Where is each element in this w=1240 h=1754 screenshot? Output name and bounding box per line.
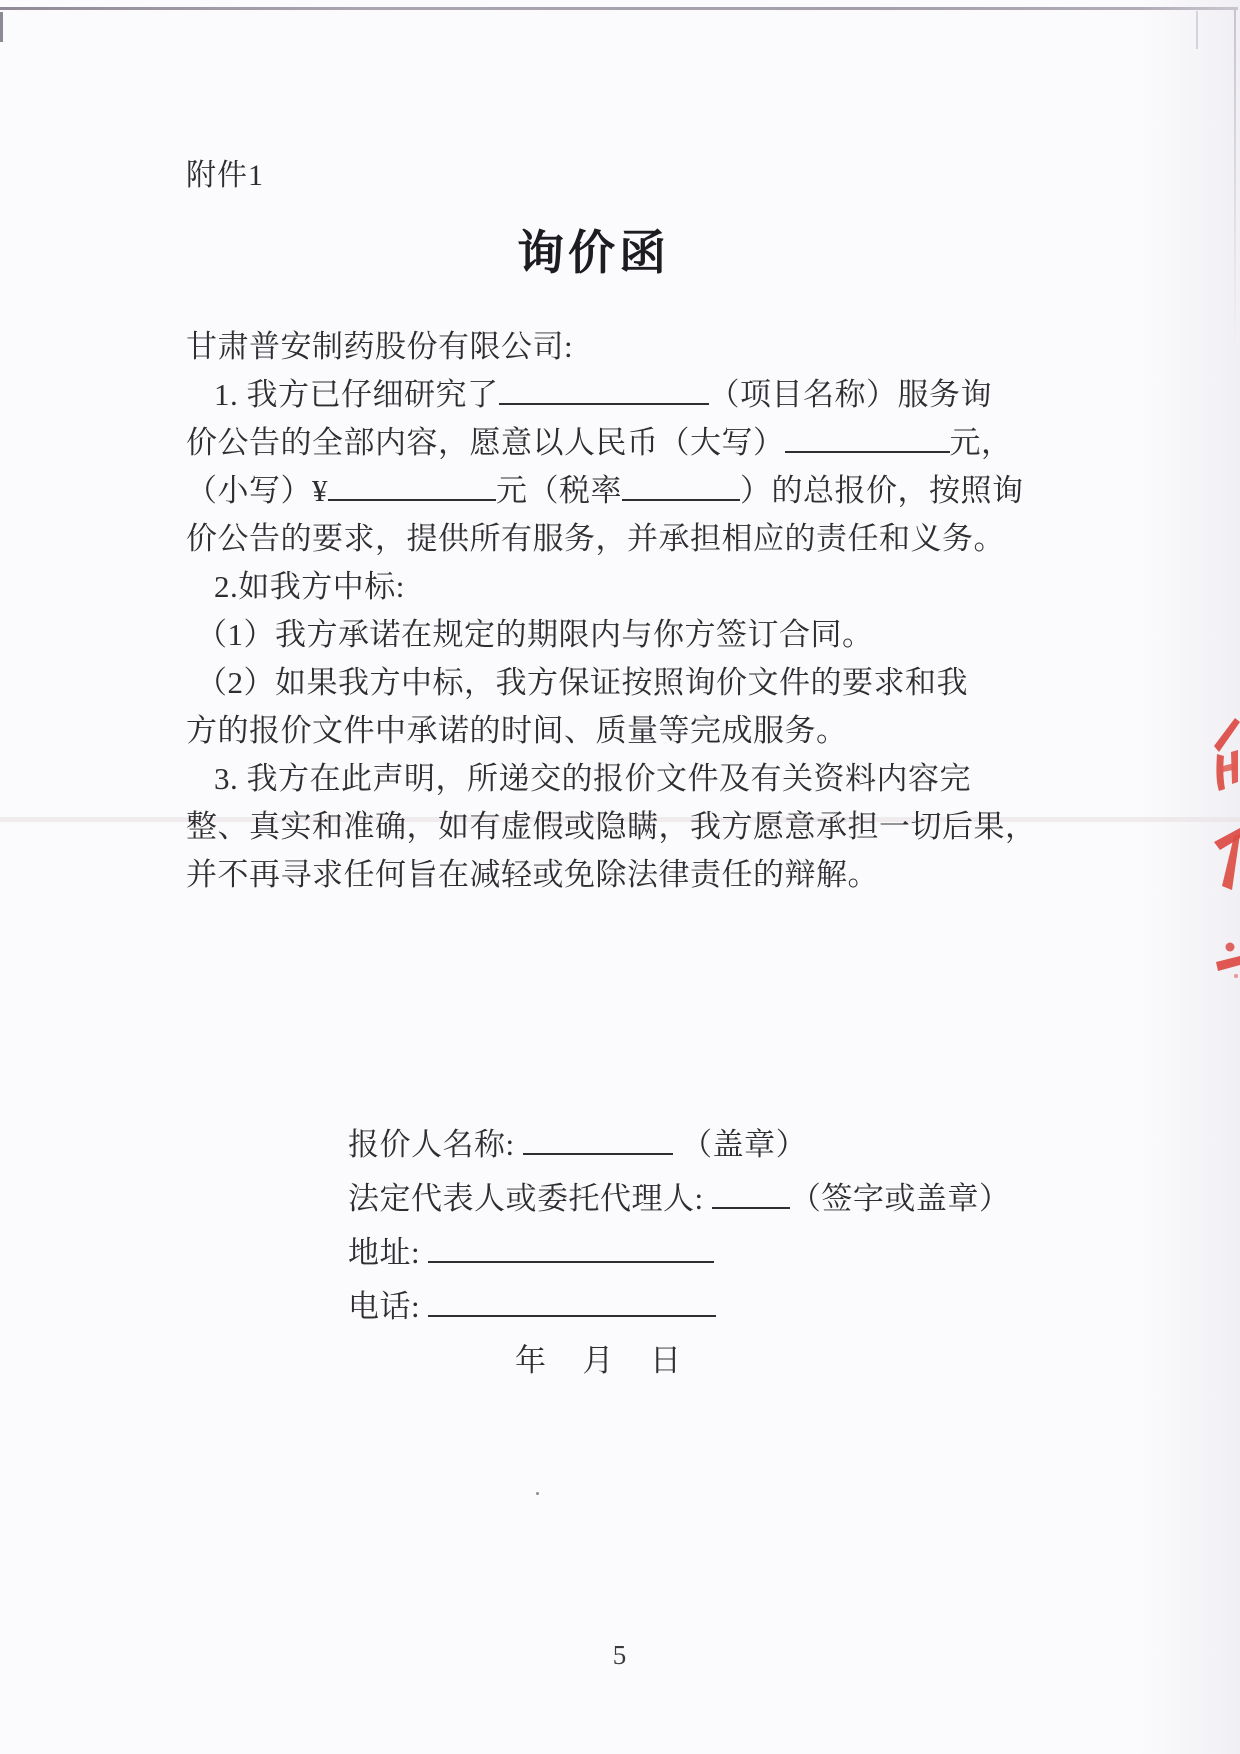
text-run: 元（税率 xyxy=(496,473,622,508)
text-line xyxy=(186,755,1001,803)
text-run: （项目名称）服务询 xyxy=(708,377,992,412)
text-line xyxy=(186,371,1001,419)
text-run: 3. 我方在此声明，所递交的报价文件及有关资料内容完 xyxy=(214,761,971,796)
red-seal-fragment-top xyxy=(1214,712,1240,792)
text-line xyxy=(186,419,1013,467)
text-line xyxy=(186,659,1001,707)
text-run: 月 xyxy=(582,1343,614,1378)
text-run: （盖章） xyxy=(672,1127,808,1162)
text-run: 1. 我方已仔细研究了 xyxy=(214,377,499,412)
fill-in-blank-underline xyxy=(622,493,740,501)
text-line xyxy=(186,851,1001,899)
text-run: 日 xyxy=(650,1343,682,1378)
fill-in-blank-underline xyxy=(499,397,709,405)
text-run: （1）我方承诺在规定的期限内与你方签订合同。 xyxy=(196,617,874,652)
text-run: 报价人名称: xyxy=(348,1127,523,1162)
text-line xyxy=(186,563,1001,611)
text-run: 并不再寻求任何旨在减轻或免除法律责任的辩解。 xyxy=(186,857,879,892)
text-line xyxy=(348,1334,1008,1388)
letter-body xyxy=(186,323,1037,899)
text-run: （签字或盖章） xyxy=(789,1181,1011,1216)
text-run: （2）如果我方中标，我方保证按照询价文件的要求和我 xyxy=(196,665,968,700)
text-run: 法定代表人或委托代理人: xyxy=(348,1181,712,1216)
text-run: 整、真实和准确，如有虚假或隐瞒，我方愿意承担一切后果， xyxy=(186,809,1037,844)
text-run: 电话: xyxy=(348,1289,429,1324)
spacer xyxy=(547,1370,583,1371)
scan-speck xyxy=(536,1492,539,1495)
scan-top-edge-line xyxy=(0,7,1238,10)
text-line xyxy=(348,1280,1008,1334)
scan-left-edge-mark xyxy=(0,12,3,42)
signature-block xyxy=(348,1118,1011,1388)
fill-in-blank-underline xyxy=(785,445,950,453)
text-line xyxy=(186,467,1024,515)
text-line xyxy=(186,803,1037,851)
text-run: 价公告的全部内容，愿意以人民币（大写） xyxy=(186,425,785,460)
text-line xyxy=(348,1172,1011,1226)
text-run: 甘肃普安制药股份有限公司: xyxy=(186,329,574,364)
text-line xyxy=(186,611,1001,659)
red-seal-fragment-bottom xyxy=(1216,940,1240,980)
text-line xyxy=(186,515,1005,563)
document-title: 询价函 xyxy=(517,228,670,280)
fill-in-blank-underline xyxy=(523,1147,673,1155)
text-run: 元， xyxy=(949,425,1013,460)
text-run: 价公告的要求，提供所有服务，并承担相应的责任和义务。 xyxy=(186,521,1005,556)
text-run: （小写）¥ xyxy=(186,473,328,508)
text-line xyxy=(348,1118,1008,1172)
text-line xyxy=(348,1226,1008,1280)
text-run: ）的总报价，按照询 xyxy=(740,473,1024,508)
fill-in-blank-underline xyxy=(428,1309,716,1317)
red-seal-fragment-middle xyxy=(1214,826,1240,892)
spacer xyxy=(614,1370,650,1371)
text-run: 方的报价文件中承诺的时间、质量等完成服务。 xyxy=(186,713,848,748)
text-run: 年 xyxy=(515,1343,547,1378)
fill-in-blank-underline xyxy=(712,1201,790,1209)
page-number: 5 xyxy=(612,1640,628,1670)
fill-in-blank-underline xyxy=(428,1255,714,1263)
text-run: 2.如我方中标: xyxy=(214,569,405,604)
fill-in-blank-underline xyxy=(328,493,496,501)
text-line xyxy=(186,323,1001,371)
text-line xyxy=(186,707,1001,755)
text-run: 地址: xyxy=(348,1235,429,1270)
attachment-label: 附件1 xyxy=(186,159,264,192)
